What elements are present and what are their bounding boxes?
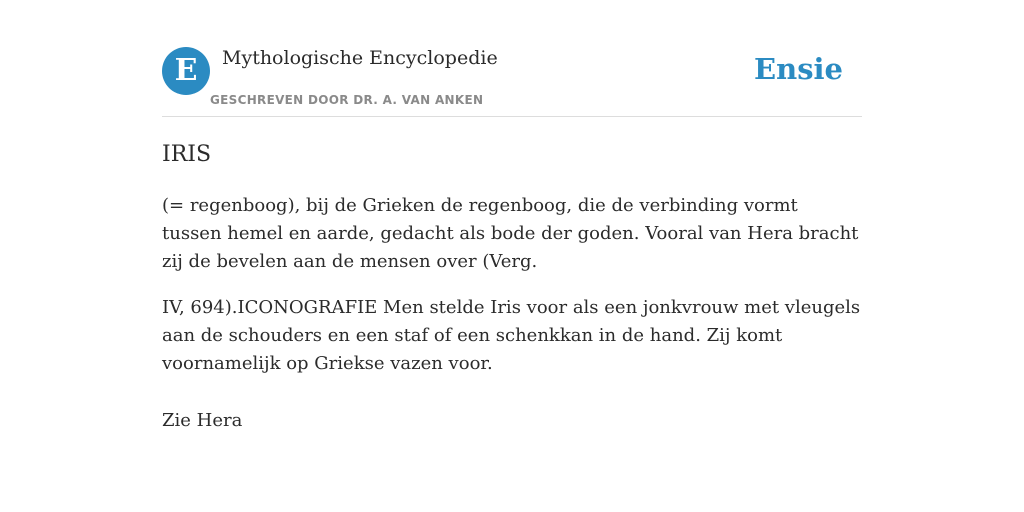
site-header bbox=[162, 0, 862, 117]
author-byline: GESCHREVEN DOOR DR. A. VAN ANKEN bbox=[210, 93, 484, 107]
article-page bbox=[162, 0, 862, 431]
entry-paragraph: (= regenboog), bij de Grieken de regenboog, die de verbinding vormt tussen hemel en aarde, gedacht als bode der goden. Vooral van Hera bracht zij de bevelen aan de mensen over (Verg. bbox=[162, 195, 859, 272]
brand-logo[interactable]: Ensie bbox=[754, 52, 843, 86]
encyclopedia-title[interactable]: Mythologische Encyclopedie bbox=[222, 47, 498, 69]
site-logo[interactable]: E bbox=[162, 47, 210, 95]
entry-body bbox=[162, 192, 862, 396]
entry-title: IRIS bbox=[162, 142, 212, 167]
see-also-link[interactable]: Zie Hera bbox=[162, 410, 243, 431]
entry-paragraph: IV, 694).ICONOGRAFIE Men stelde Iris voor als een jonkvrouw met vleugels aan de schouders en een staf of een schenkkan in de hand. Zij komt voornamelijk op Griekse vazen voor. bbox=[162, 297, 861, 374]
